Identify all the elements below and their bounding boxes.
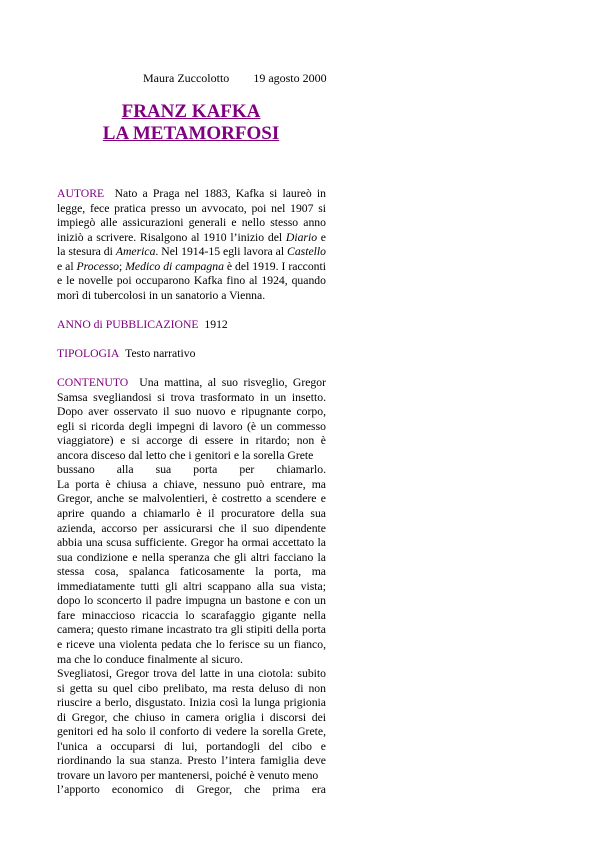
- document-header: [143, 71, 327, 86]
- autore-title-processo: Processo: [76, 259, 119, 273]
- contenuto-line-bussano: bussano alla sua porta per chiamarlo.: [57, 463, 326, 477]
- anno-value: 1912: [204, 317, 228, 331]
- author-name: Maura Zuccolotto: [143, 71, 230, 85]
- autore-text-2: e la stesura di: [57, 230, 326, 259]
- section-autore: [57, 187, 326, 303]
- autore-text-3: . Nel 1914-15 egli lavora al: [155, 245, 288, 259]
- contenuto-text-1: Una mattina, al suo risveglio, Gregor Samsa svegliandosi si trova trasformato in un insetto. Dopo aver osservato il suo nuovo e ripugnante corpo, egli si ricorda degli impegni di lavoro (è un commesso viaggiatore) e si accorge di essere in ritardo; non è ancora disceso dal letto che i genitori e la sorella Grete: [57, 376, 327, 462]
- label-tipologia: TIPOLOGIA: [57, 347, 120, 361]
- contenuto-line-last: l’apporto economico di Gregor, che prima era: [57, 783, 326, 797]
- autore-title-diario: Diario: [285, 230, 318, 244]
- document-date: 19 agosto 2000: [253, 71, 327, 85]
- tipologia-value: Testo narrativo: [125, 347, 196, 361]
- title-work: LA METAMORFOSI: [102, 123, 280, 144]
- section-contenuto: [57, 376, 326, 798]
- contenuto-paragraph-3: Svegliatosi, Gregor trova del latte in una ciotola: subito si getta su quel cibo prelibato, ma resta deluso di non riuscire a berlo, disgustato. Inizia così la lunga prigionia di Gregor, che chiuso in camera origlia i discorsi dei genitori ed ha solo il conforto di vedere la sorella Grete, l'unica a occuparsi di lui, portandogli del cibo e riordinando la sua stanza. Presto l’intera famiglia deve trovare un lavoro per mantenersi, poiché è venuto meno: [57, 667, 326, 782]
- contenuto-paragraph-1: [57, 376, 326, 463]
- label-contenuto: CONTENUTO: [57, 376, 129, 390]
- title-author: FRANZ KAFKA: [121, 101, 261, 122]
- autore-text-1: Nato a Praga nel 1883, Kafka si laureò in legge, fece pratica presso un avvocato, poi nel 1907 si impiegò alle assicurazioni generali e nello stesso anno iniziò a scrivere. Risalgono al 1910 l’inizio del: [57, 187, 327, 244]
- autore-title-castello: Castello: [287, 245, 326, 259]
- document-body: [57, 187, 326, 798]
- label-anno: ANNO di PUBBLICAZIONE: [57, 317, 199, 331]
- contenuto-paragraph-2: La porta è chiusa a chiave, nessuno può entrare, ma Gregor, anche se malvolentieri, è costretto a scendere e aprire quando a chiamarlo è il procuratore della sua azienda, accorso per assicurarsi che il suo dipendente abbia una scusa sufficiente. Gregor ha ormai accettato la sua condizione e nella speranza che gli altri facciano la stessa cosa, spalanca faticosamente la porta, ma immediatamente tutti gli altri scappano alla sua vista; dopo lo sconcerto il padre impugna un bastone e con un fare minaccioso ricaccia lo scarafaggio gigante nella camera; questo rimane incastrato tra gli stipiti della porta e riceve una violenta pedata che lo ferisce su un fianco, ma che lo conduce finalmente al sicuro.: [57, 477, 326, 666]
- autore-text-5: ;: [118, 259, 126, 273]
- autore-text-4: e al: [57, 259, 77, 273]
- autore-title-america: America: [115, 245, 156, 259]
- section-anno: [57, 318, 326, 333]
- section-tipologia: [57, 347, 326, 362]
- autore-text-6: è del 1919. I racconti e le novelle poi occuparono Kafka fino al 1924, quando morì di tubercolosi in un sanatorio a Vienna.: [57, 259, 327, 302]
- autore-title-medico: Medico di campagna: [125, 259, 224, 273]
- label-autore: AUTORE: [57, 187, 105, 200]
